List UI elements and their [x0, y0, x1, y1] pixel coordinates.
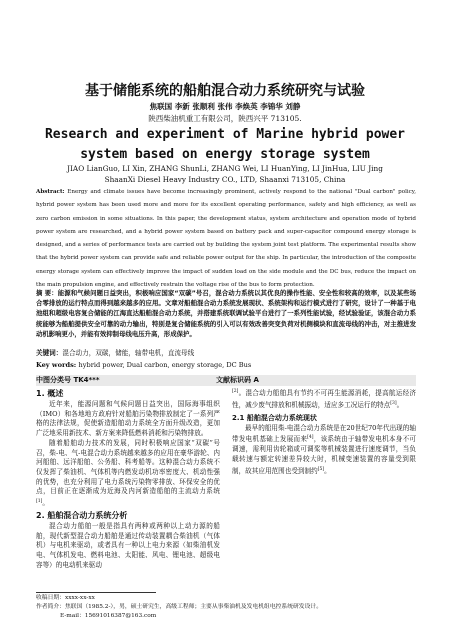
citation-4: [4] — [307, 435, 314, 441]
footnote-divider — [36, 592, 156, 593]
section-1-paragraph-1: 近年来，能源问题和气候问题日益突出，国际海事组织（IMO）和各地地方政府针对船舶污染物排放制定了一系列严格的法律法规，促使新造船舶动力系统全方面升级改造，更加广泛地采用新技术、新方案来降低燃料消耗和污染物排放。 — [36, 400, 220, 438]
title-en-line2: system based on energy storage system — [80, 147, 370, 162]
abstract-en-text: Energy and climate issues have become increasingly prominent, actively respond to the national "Dual carbon" policy, hybrid power system has been used more and more for its excellent operating performance, safety and high efficiency, as well as zero carbon emission in some situations. In this paper, the development status, system architecture and operation mode of hybrid power system are researched, and a hybrid power system based on battery pack and super-capacitor compound energy storage is designed, and a series of performance tests are carried out by building the system joint test platform. The experimental results show that the hybrid power system can provide safe and reliable power output for the ship. In particular, the introduction of the composite energy storage system can effectively improve the impact of sudden load on the side module and the DC bus, reduce the impact on the main propulsion engine, and effectively restrain the voltage rise of the bus to form protection. — [36, 189, 416, 289]
section-2-paragraph-cont-text: 。混合动力船舶具有节约不可再生能源消耗，提高航运经济性，减少废气排放和机械振动，适应多工况运行的特点 — [232, 389, 416, 410]
section-2-heading: 2. 船舶混合动力系统分析 — [36, 510, 128, 520]
keywords-en-text: hybrid power, Dual carbon, energy storage, DC Bus — [78, 361, 252, 369]
classification-bar — [36, 375, 416, 386]
authors-en: JIAO LianGuo, LI Xin, ZHANG ShunLi, ZHANG Wei, LI HuanYing, LI JinHua, LIU Jing — [67, 164, 383, 173]
paper-title-cn: 基于储能系统的船舶混合动力系统研究与试验 — [85, 83, 365, 99]
classification-label: 中图分类号 — [36, 376, 71, 384]
abstract-cn — [36, 288, 416, 339]
abstract-cn-text: 能源和气候问题日益突出，积极响应国家“双碳”号召，混合动力系统以其优良的操作性能、安全性和较高的效率，以及某些场合零排放的运行特点而得到越来越多的应用。文章对船舶混合动力系统发展现状、系统架构和运行模式进行了研究，设计了一种基于电池组和超级电容复合储能的江海直达船舶混合动力系统，并搭建系统联调试验平台进行了一系列性能试验，经试验验证，该混合动力系统能够为船舶提供安全可靠的动力输出，特别是复合储能系统的引入可以有效改善突变负荷对机侧模块和直流母线的冲击，对主推进发动机影响更小，并能有效抑制母线电压升高，形成保护。 — [36, 289, 416, 338]
section-2-paragraph-1: 混合动力船舶一般是指具有两种或两种以上动力源的船舶，现代新型混合动力船舶是通过传动装置耦合柴油机（气体机）与电机来驱动，或者具有一种以上电力来源（如柴油机发电、气体机发电、燃料电池、太阳能、风电、锂电池、超级电容等）的电动机来驱动 — [36, 521, 220, 569]
section-1-paragraph-2-text: 随着船舶动力技术的发展，同时积极响应国家“双碳”号召，柴-电、气-电混合动力系统越来越多的应用在豪华游轮、内河船舶、远洋船舶、公务船、科考船等。这种混合动力系统不仅发挥了柴油机、气体机等内燃发动机功率密度大、机动性强的优势，也充分利用了电力系统污染物零排放、环保安全的优点，目前正在逐渐成为近海及内河新造船舶的主流动力系统 — [36, 438, 220, 496]
affiliation-en: ShaanXi Diesel Heavy Industry CO., LTD, Shaanxi 713105, China — [104, 175, 346, 184]
body-column-left — [36, 387, 220, 570]
section-2-1-paragraph-1: 最早的船用柴-电混合动力系统是在20世纪70年代出现的轴带发电机基础上发展而来[4]，该系统由于轴带发电机本身不可调速，需利用齿轮箱或可调桨等机械装置进行速度调节，当负载转速与额定转速差异较大时，机械变速装置的容量受到限制，故其应用范围也受到制约[5]。 — [232, 423, 417, 475]
footnote-received — [36, 594, 426, 603]
keywords-cn-label: 关键词： — [36, 349, 63, 357]
section-2-1-heading: 2.1 船舶混合动力系统现状 — [232, 413, 317, 422]
title-en-line1: Research and experiment of Marine hybrid power — [44, 127, 406, 142]
footnote-received-label: 收稿日期： — [36, 595, 65, 601]
citation-1: [1] — [36, 499, 43, 505]
footnote-email: E-mail：15691016387@163.com — [60, 613, 157, 619]
document-code-value: A — [253, 376, 259, 384]
paper-title-en — [0, 125, 450, 165]
keywords-en — [36, 361, 416, 369]
citation-2: [2] — [232, 389, 239, 394]
section-2-paragraph-cont: [2]。混合动力船舶具有节约不可再生能源消耗，提高航运经济性，减少废气排放和机械振动，适应多工况运行的特点[3]。 — [232, 389, 416, 410]
abstract-en — [36, 186, 416, 292]
footnote-received-value: xxxx-xx-xx — [65, 595, 95, 601]
body-column-right — [232, 387, 416, 477]
section-2-1-paragraph-1-cont: ，该系统由于轴带发电机本身不可调速，需利用齿轮箱或可调桨等机械装置进行速度调节，当负载转速与额定转速差异较大时，机械变速装置的容量受到限制，故其应用范围也受到制约 — [232, 435, 417, 475]
footnote-author: 作者简介：焦联国（1985.2-），男，硕士研究生，高级工程师；主要从事柴油机及发电机组电控系统研发设计。 — [36, 604, 322, 610]
classification-value: TK4*** — [73, 376, 100, 384]
citation-3: [3] — [390, 400, 397, 406]
keywords-cn — [36, 347, 416, 357]
document-code-label: 文献标识码 — [216, 376, 251, 384]
section-1-heading: 1. 概述 — [36, 389, 64, 398]
affiliation-cn: 陕西柴油机重工有限公司，陕西兴平 713105. — [148, 114, 302, 123]
keywords-en-label: Key words: — [36, 361, 77, 369]
abstract-en-label: Abstract: — [36, 189, 65, 195]
keywords-cn-text: 混合动力，双碳，储能，轴带电机，直流母线 — [62, 349, 195, 357]
section-2-1-paragraph-1-text: 最早的船用柴-电混合动力系统是在20世纪70年代出现的轴带发电机基础上发展而来 — [232, 423, 416, 444]
citation-5: [5] — [317, 466, 325, 472]
section-1-paragraph-2: 随着船舶动力技术的发展，同时积极响应国家“双碳”号召，柴-电、气-电混合动力系统越来越多的应用在豪华游轮、内河船舶、远洋船舶、公务船、科考船等。这种混合动力系统不仅发挥了柴油机、气体机等内燃发动机功率密度大、机动性强的优势，也充分利用了电力系统污染物零排放、环保安全的优点，目前正在逐渐成为近海及内河新造船舶的主流动力系统[1]。 — [36, 438, 220, 508]
abstract-cn-label: 摘 要： — [36, 289, 58, 297]
authors-cn: 焦联国 李新 张顺利 张伟 李焕英 李锦华 刘静 — [149, 102, 301, 111]
document-code — [216, 375, 259, 386]
